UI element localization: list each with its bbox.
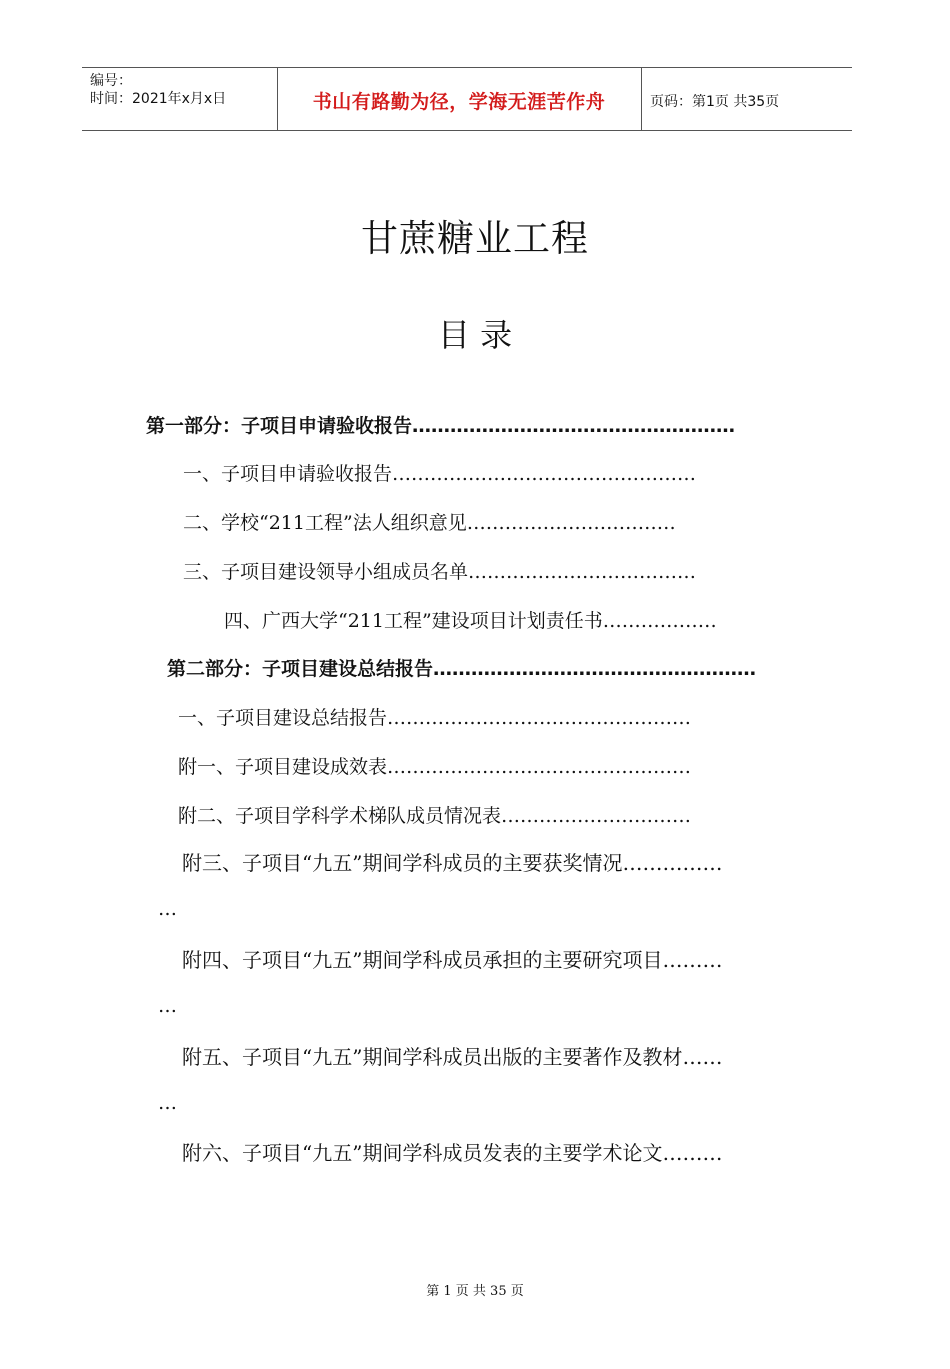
number-label: 编号：	[90, 73, 132, 89]
header-meta-cell	[82, 68, 278, 130]
page-footer: 第 1 页 共 35 页	[426, 1284, 524, 1299]
toc-item: 二、学校“211工程”法人组织意见……………………………	[183, 512, 676, 534]
page-header	[82, 67, 852, 131]
toc-item: 附四、子项目“九五”期间学科成员承担的主要研究项目………	[182, 948, 723, 972]
toc-item: 附二、子项目学科学术梯队成员情况表…………………………	[178, 805, 692, 827]
toc-item: 附五、子项目“九五”期间学科成员出版的主要著作及教材……	[182, 1045, 723, 1069]
page-info: 页码：第1页 共35页	[650, 94, 780, 110]
header-page-cell	[641, 68, 852, 130]
toc-item: 附六、子项目“九五”期间学科成员发表的主要学术论文………	[182, 1141, 723, 1165]
document-title: 甘蔗糖业工程	[361, 217, 589, 260]
toc-item: 附一、子项目建设成效表…………………………………………	[178, 756, 692, 778]
toc-item-continuation: …	[158, 995, 177, 1017]
time-label: 时间：2021年x月x日	[90, 91, 227, 107]
toc-item: 一、子项目申请验收报告…………………………………………	[183, 463, 697, 485]
toc-heading: 目 录	[437, 316, 513, 354]
toc-item: 三、子项目建设领导小组成员名单………………………………	[183, 561, 697, 583]
toc-item: 四、广西大学“211工程”建设项目计划责任书………………	[224, 610, 717, 632]
toc-part-one: 第一部分：子项目申请验收报告……………………………………………	[146, 415, 736, 437]
motto: 书山有路勤为径，学海无涯苦作舟	[312, 91, 606, 113]
toc-item-continuation: …	[158, 1092, 177, 1114]
toc-item: 一、子项目建设总结报告…………………………………………	[178, 707, 692, 729]
toc-item: 附三、子项目“九五”期间学科成员的主要获奖情况……………	[182, 851, 723, 875]
toc-item-continuation: …	[158, 898, 177, 920]
header-motto-cell	[277, 68, 642, 130]
toc-part-two: 第二部分：子项目建设总结报告……………………………………………	[167, 658, 757, 680]
